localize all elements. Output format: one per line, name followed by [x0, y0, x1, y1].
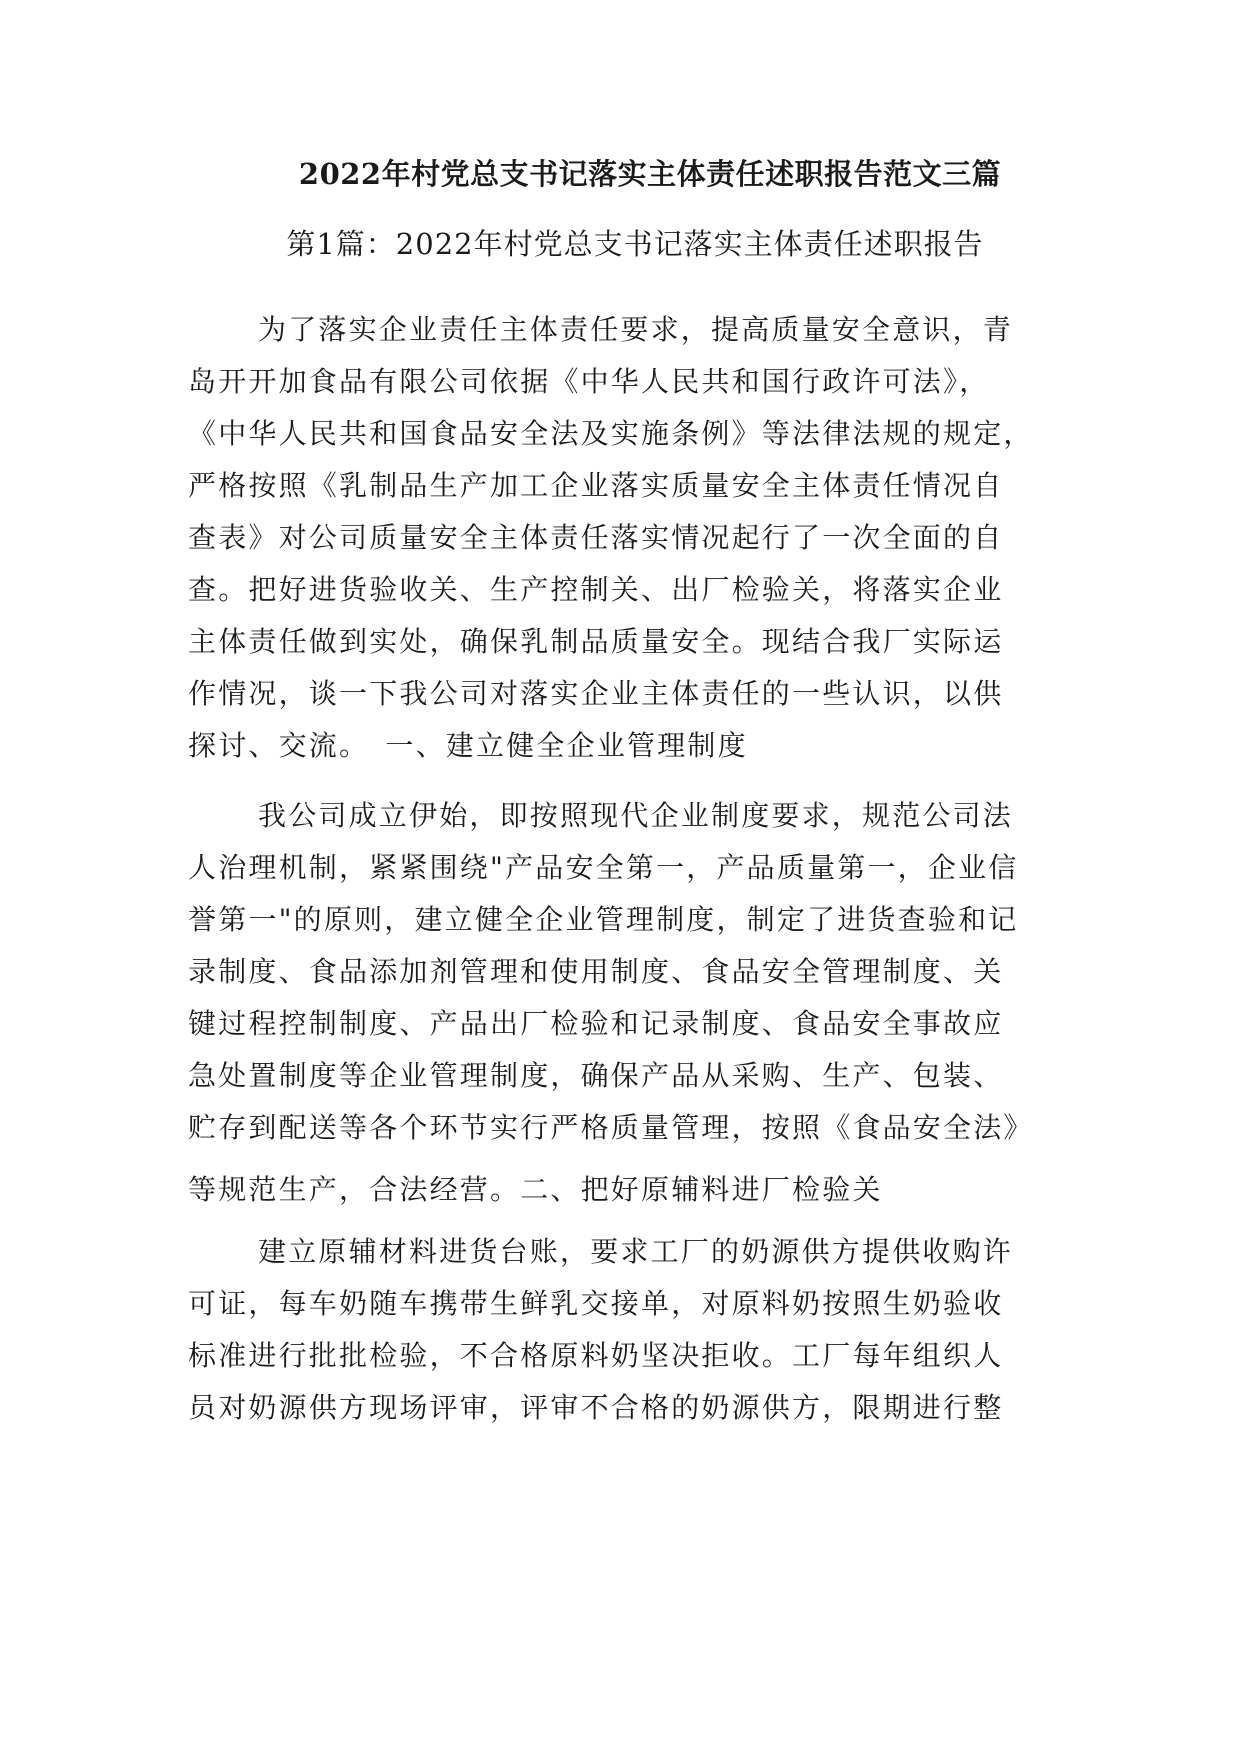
text-line: 主体责任做到实处，确保乳制品质量安全。现结合我厂实际运 [188, 625, 1004, 658]
text-line: 探讨、交流。 一、建立健全企业管理制度 [188, 729, 748, 762]
text-line: 人治理机制，紧紧围绕"产品安全第一，产品质量第一，企业信 [188, 851, 1019, 884]
document-body [188, 304, 1056, 1434]
paragraph-spacer [188, 1216, 1056, 1226]
text-line: 等规范生产，合法经营。二、把好原辅料进厂检验关 [188, 1173, 883, 1206]
text-line: 为了落实企业责任主体责任要求，提高质量安全意识，青 [258, 313, 1014, 346]
text-line: 查表》对公司质量安全主体责任落实情况起行了一次全面的自 [188, 521, 1004, 554]
text-line: 急处置制度等企业管理制度，确保产品从采购、生产、包装、 [188, 1059, 1004, 1092]
text-line: 岛开开加食品有限公司依据《中华人民共和国行政许可法》， [188, 365, 990, 398]
text-line: 键过程控制制度、产品出厂检验和记录制度、食品安全事故应 [188, 1007, 1004, 1040]
text-line: 可证，每车奶随车携带生鲜乳交接单，对原料奶按照生奶验收 [188, 1287, 1004, 1320]
paragraph-3 [188, 1226, 1056, 1434]
text-line: 作情况，谈一下我公司对落实企业主体责任的一些认识，以供 [188, 677, 1004, 710]
text-line: 录制度、食品添加剂管理和使用制度、食品安全管理制度、关 [188, 955, 1004, 988]
document-title: 2022年村党总支书记落实主体责任述职报告范文三篇 [298, 157, 1002, 191]
text-line: 贮存到配送等各个环节实行严格质量管理，按照《食品安全法》 [188, 1111, 1034, 1144]
paragraph-1 [188, 304, 1056, 772]
document-subtitle: 第1篇：2022年村党总支书记落实主体责任述职报告 [286, 227, 984, 261]
text-line: 严格按照《乳制品生产加工企业落实质量安全主体责任情况自 [188, 469, 1004, 502]
paragraph-2 [188, 790, 1056, 1216]
text-line: 建立原辅材料进货台账，要求工厂的奶源供方提供收购许 [258, 1235, 1014, 1268]
text-line: 《中华人民共和国食品安全法及实施条例》等法律法规的规定， [188, 417, 1034, 450]
text-line: 标准进行批批检验，不合格原料奶坚决拒收。工厂每年组织人 [188, 1339, 1004, 1372]
text-line: 誉第一"的原则，建立健全企业管理制度，制定了进货查验和记 [188, 903, 1019, 936]
text-line: 员对奶源供方现场评审，评审不合格的奶源供方，限期进行整 [188, 1391, 1004, 1424]
text-line: 我公司成立伊始，即按照现代企业制度要求，规范公司法 [258, 799, 1014, 832]
paragraph-spacer [188, 772, 1056, 790]
text-line: 查。把好进货验收关、生产控制关、出厂检验关，将落实企业 [188, 573, 1004, 606]
